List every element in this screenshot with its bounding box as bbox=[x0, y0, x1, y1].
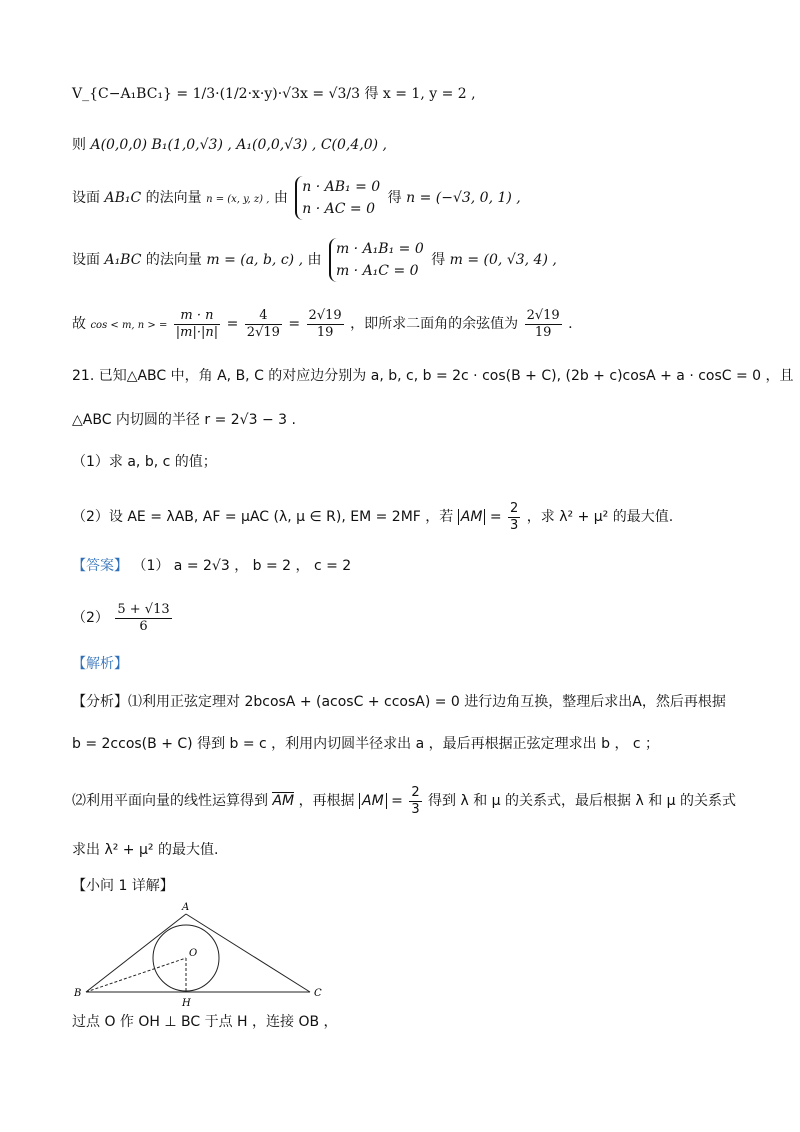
analysis-heading bbox=[72, 654, 128, 674]
side-ab bbox=[86, 914, 186, 992]
l5-cos: cos < m, n > = bbox=[90, 320, 168, 331]
fx3-frac-den: 3 bbox=[411, 801, 420, 817]
l3-by: 由 bbox=[273, 190, 288, 206]
l5-frac3-num: 2√19 bbox=[308, 307, 342, 323]
question-21-part1 bbox=[72, 452, 217, 472]
l5-frac3-den: 19 bbox=[316, 324, 334, 340]
coord-prefix: 则 bbox=[72, 137, 86, 153]
label-a: A bbox=[182, 902, 190, 913]
l5-suffix: ，即所求二面角的余弦值为 bbox=[350, 316, 519, 332]
l4-vec: m = (a, b, c) , bbox=[206, 252, 304, 268]
l5-ans-den: 19 bbox=[534, 324, 552, 340]
sub-tag: 【小问 1 详解】 bbox=[72, 878, 174, 894]
l3-eq2: n · AC = 0 bbox=[302, 201, 376, 217]
volume-text: V_{C−A₁BC₁} = 1/3·(1/2·x·y)·√3x = √3/3 得 x = 1, y = 2 , bbox=[72, 86, 476, 102]
analysis-line4 bbox=[72, 840, 218, 860]
volume-equation bbox=[72, 84, 476, 104]
label-o: O bbox=[189, 948, 198, 959]
l4-mid: 的法向量 bbox=[145, 252, 202, 268]
fx3-frac-num: 2 bbox=[411, 784, 420, 800]
analysis-3-post: 得到 λ 和 μ 的关系式，最后根据 λ 和 μ 的关系式 bbox=[428, 793, 737, 809]
analysis-3-mid: ，再根据 bbox=[298, 793, 355, 809]
q21-part2-abs: AM bbox=[458, 509, 486, 525]
q21-p2-frac-num: 2 bbox=[510, 500, 519, 516]
triangle-incircle-figure bbox=[72, 900, 332, 1010]
q21-part2-eq: = bbox=[489, 509, 502, 525]
analysis-line2 bbox=[72, 734, 659, 754]
analysis-3-pre: ⑵利用平面向量的线性运算得到 bbox=[72, 793, 268, 809]
analysis-3-frac bbox=[409, 785, 421, 818]
side-ac bbox=[186, 914, 310, 992]
analysis-text-4: 求出 λ² + μ² 的最大值. bbox=[72, 842, 219, 858]
label-c: C bbox=[314, 988, 322, 999]
answer-1: （1） a = 2√3 ， b = 2 ， c = 2 bbox=[132, 558, 352, 574]
l3-result: n = (−√3, 0, 1) , bbox=[406, 190, 521, 206]
l3-eq1: n · AB₁ = 0 bbox=[302, 179, 381, 195]
answer-tag: 【答案】 bbox=[72, 558, 128, 574]
l4-prefix: 设面 bbox=[72, 252, 100, 268]
last-text: 过点 O 作 OH ⊥ BC 于点 H ，连接 OB ， bbox=[72, 1014, 338, 1030]
l4-by: 由 bbox=[307, 252, 322, 268]
ans2-num: 5 + √13 bbox=[117, 601, 170, 617]
l5-frac1-num: m · n bbox=[174, 308, 220, 325]
l3-vec: n = (x, y, z) , bbox=[206, 194, 270, 205]
l4-result: m = (0, √3, 4) , bbox=[449, 252, 557, 268]
last-line bbox=[72, 1012, 338, 1032]
l4-eq1: m · A₁B₁ = 0 bbox=[335, 241, 424, 257]
coordinates-line bbox=[72, 135, 387, 155]
q21-part2-pre: （2）设 AE = λAB, AF = μAC (λ, μ ∈ R), EM = 2MF ，若 bbox=[72, 509, 454, 525]
l5-frac1-den: |m|·|n| bbox=[175, 324, 219, 340]
l3-mid: 的法向量 bbox=[145, 190, 202, 206]
l4-eq2: m · A₁C = 0 bbox=[335, 263, 419, 279]
l4-plane: A₁BC bbox=[104, 252, 142, 268]
answer-line2 bbox=[72, 598, 174, 638]
l3-plane: AB₁C bbox=[104, 190, 142, 206]
plane-a1bc-normal bbox=[72, 238, 557, 282]
q21-part2-frac bbox=[508, 501, 520, 534]
analysis-tag: 【解析】 bbox=[72, 656, 128, 672]
l5-frac3 bbox=[307, 308, 344, 341]
q21-part2-post: ，求 λ² + μ² 的最大值. bbox=[526, 509, 674, 525]
l3-system bbox=[295, 176, 380, 220]
question-21-line1 bbox=[72, 366, 794, 386]
analysis-text-1: 【分析】⑴利用正弦定理对 2bcosA + (acosC + ccosA) = 0 进行边角互换，整理后求出A，然后再根据 bbox=[72, 694, 726, 710]
question-21-part2 bbox=[72, 500, 673, 534]
q21-text-a: 21. 已知△ABC 中，角 A, B, C 的对应边分别为 a, b, c, b = 2c · cos(B + C), (2b + c)cosA + a · cosC = 0 ，且 bbox=[72, 368, 794, 384]
label-h: H bbox=[182, 998, 191, 1009]
q21-part1: （1）求 a, b, c 的值； bbox=[72, 454, 217, 470]
question-21-line2 bbox=[72, 410, 296, 430]
answer-2-frac bbox=[115, 602, 171, 635]
l5-frac2 bbox=[245, 308, 282, 341]
cosine-result: 故 cos < m, n > = $\frac{m \cdot n}{|m|\cdot|n|}$ = $\frac{4}{2√19}$ = $\frac{2√19}{19}$ ，即所求二面角的余弦值为 $\frac{2√19}{19}$ . bbox=[72, 307, 573, 340]
l5-frac2-num: 4 bbox=[245, 308, 282, 325]
l4-result-prefix: 得 bbox=[431, 252, 446, 268]
l3-result-prefix: 得 bbox=[387, 190, 402, 206]
analysis-3-vec: AM bbox=[272, 793, 295, 809]
coord-values: A(0,0,0) B₁(1,0,√3) , A₁(0,0,√3) , C(0,4,0) , bbox=[90, 137, 387, 153]
l4-system bbox=[329, 238, 424, 282]
subquestion-heading bbox=[72, 876, 174, 896]
q21-p2-frac-den: 3 bbox=[510, 517, 519, 533]
analysis-text-2: b = 2ccos(B + C) 得到 b = c ，利用内切圆半径求出 a ，最后再根据正弦定理求出 b ， c ； bbox=[72, 736, 660, 752]
l5-ans-num: 2√19 bbox=[526, 307, 560, 323]
l3-prefix: 设面 bbox=[72, 190, 100, 206]
l5-frac1 bbox=[174, 308, 220, 341]
answer-2-pre: （2） bbox=[72, 610, 109, 626]
answer-line1 bbox=[72, 556, 351, 576]
analysis-line3: ⑵利用平面向量的线性运算得到 AM ，再根据 AM = $\frac{2}{3}$ 得到 λ 和 μ 的关系式，最后根据 λ 和 μ 的关系式 bbox=[72, 784, 737, 817]
l5-frac2-den: 2√19 bbox=[246, 324, 280, 340]
plane-ab1c-normal bbox=[72, 176, 521, 220]
label-b: B bbox=[74, 988, 82, 999]
analysis-line1 bbox=[72, 692, 726, 712]
q21-text-b: △ABC 内切圆的半径 r = 2√3 − 3 . bbox=[72, 412, 296, 428]
analysis-3-abs: AM bbox=[359, 793, 387, 809]
ans2-den: 6 bbox=[139, 618, 148, 634]
l5-answer-frac bbox=[525, 308, 562, 341]
l5-prefix: 故 bbox=[72, 316, 86, 332]
